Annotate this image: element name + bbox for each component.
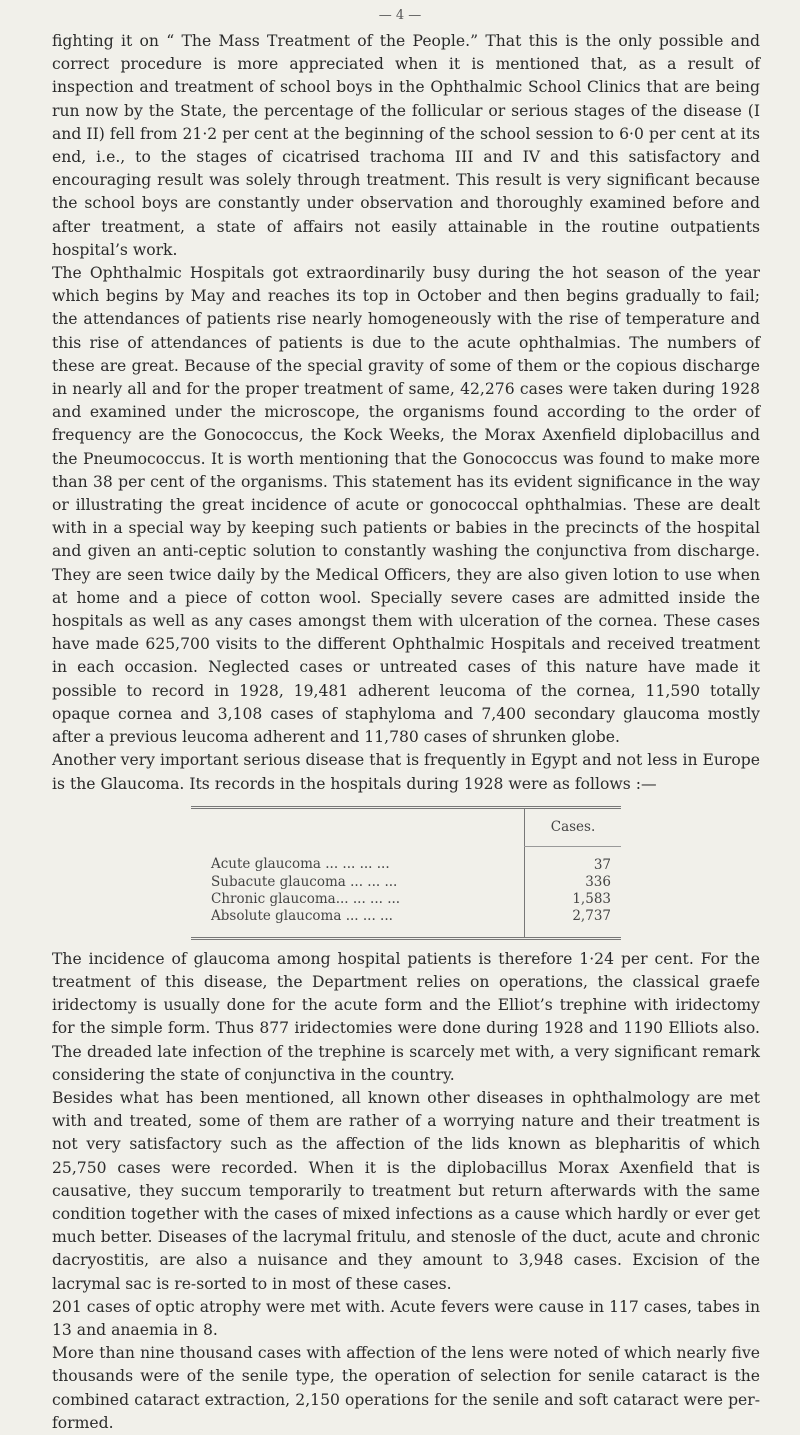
glaucoma-table (191, 806, 621, 940)
row-label: Chronic glaucoma... ... ... ... (211, 890, 401, 907)
paragraph: 201 cases of optic atrophy were met with. Acute fevers were cause in 117 cases, tabes in 13 and anaemia in 8. (52, 1297, 760, 1339)
paragraph: The Ophthalmic Hospitals got extraordinarily busy during the hot season of the year which begins by May and reaches its top in October and then begins gradually to fail; the attendances of patients rise nearly homogeneously with the rise of temperature and this rise of attendances of patients is due to the acute ophthalmias. The numbers of these are great. Because of the special gravity of some of them or the copious discharge in nearly all and for the proper treatment of same, 42,276 cases were taken during 1928 and examined under the microscope, the organisms found according to the order of frequency are the Gonococcus, the Kock Weeks, the Morax Axenfield diplobacillus and the Pneumococcus. It is worth mentioning that the Gonococcus was found to make more than 38 per cent of the organisms. This statement has its evident significance in the way or illustrating the great incidence of acute or gonococcal ophthalmias. These are dealt with in a special way by keeping such patients or babies in the precincts of the hospital and given an anti-ceptic solution to constantly washing the conjunctiva from discharge. They are seen twice daily by the Medical Officers, they are also given lotion to use when at home and a piece of cotton wool. Specially severe cases are admitted inside the hospitals as well as any cases amongst them with ulceration of the cornea. These cases have made 625,700 visits to the different Ophthalmic Hospitals and received treatment in each occasion. Neglected cases or untreated cases of this nature have made it possible to record in 1928, 19,481 adherent leucoma of the cornea, 11,590 totally opaque cornea and 3,108 cases of staphyloma and 7,400 secondary glaucoma mostly after a previous leucoma adherent and 11,780 cases of shrunken globe. (52, 264, 760, 747)
row-label: Subacute glaucoma ... ... ... (211, 873, 398, 890)
table-row (191, 846, 621, 874)
row-value: 336 (525, 874, 622, 891)
paragraph: fighting it on “ The Mass Treatment of the People.” That this is the only possible and correct procedure is more appreciated when it is mentioned that, as a result of inspection and treatment of school boys in the Ophthalmic School Clinics that are being run now by the State, the percentage of the follicular or serious stages of the disease (I and II) fell from 21·2 per cent at the beginning of the school session to 6·0 per cent at its end, i.e., to the stages of cicatrised trachoma III and IV and this satisfactory and encouraging result was solely through treatment. This result is very significant because the school boys are constantly under observation and thoroughly examined before and after treatment, a state of affairs not easily attainable in the routine outpatients hospital’s work. (52, 32, 760, 259)
table-row (191, 908, 621, 939)
page-number: — 4 — (378, 8, 422, 23)
table-row (191, 874, 621, 891)
table-row (191, 891, 621, 908)
row-label: Acute glaucoma ... ... ... ... (211, 856, 390, 873)
paragraph: More than nine thousand cases with affection of the lens were noted of which nearly five thousands were of the senile type, the operation of selection for senile cataract is the combined cataract extraction, 2,150 operations for the senile and soft cataract were per-formed. (52, 1344, 760, 1432)
paragraph: Another very important serious disease that is frequently in Egypt and not less in Europe is the Glaucoma. Its records in the hospitals during 1928 were as follows :— (52, 751, 760, 793)
body-text (52, 30, 760, 1435)
row-label: Absolute glaucoma ... ... ... (211, 907, 393, 924)
table-header-cases: Cases. (525, 807, 622, 846)
row-value: 37 (525, 846, 622, 874)
paragraph: Besides what has been mentioned, all known other diseases in ophthalmology are met with and treated, some of them are rather of a worrying nature and their treatment is not very satisfactory such as the affection of the lids known as blepharitis of which 25,750 cases were recorded. When it is the diplobacillus Morax Axenfield that is causative, they succum temporarily to treatment but return afterwards with the same condition together with the cases of mixed infections as a cause which hardly or ever get much better. Diseases of the lacrymal fritulu, and stenosle of the duct, acute and chronic dacryostitis, are also a nuisance and they amount to 3,948 cases. Excision of the lacrymal sac is re-sorted to in most of these cases. (52, 1088, 760, 1293)
row-value: 1,583 (525, 891, 622, 908)
paragraph: The incidence of glaucoma among hospital patients is therefore 1·24 per cent. For the treatment of this disease, the Department relies on operations, the classical graefe iridectomy is usually done for the acute form and the Elliot’s trephine with iridectomy for the simple form. Thus 877 iridectomies were done during 1928 and 1190 Elliots also. The dreaded late infection of the trephine is scarcely met with, a very significant remark considering the state of conjunctiva in the country. (52, 949, 760, 1084)
row-value: 2,737 (525, 908, 622, 939)
